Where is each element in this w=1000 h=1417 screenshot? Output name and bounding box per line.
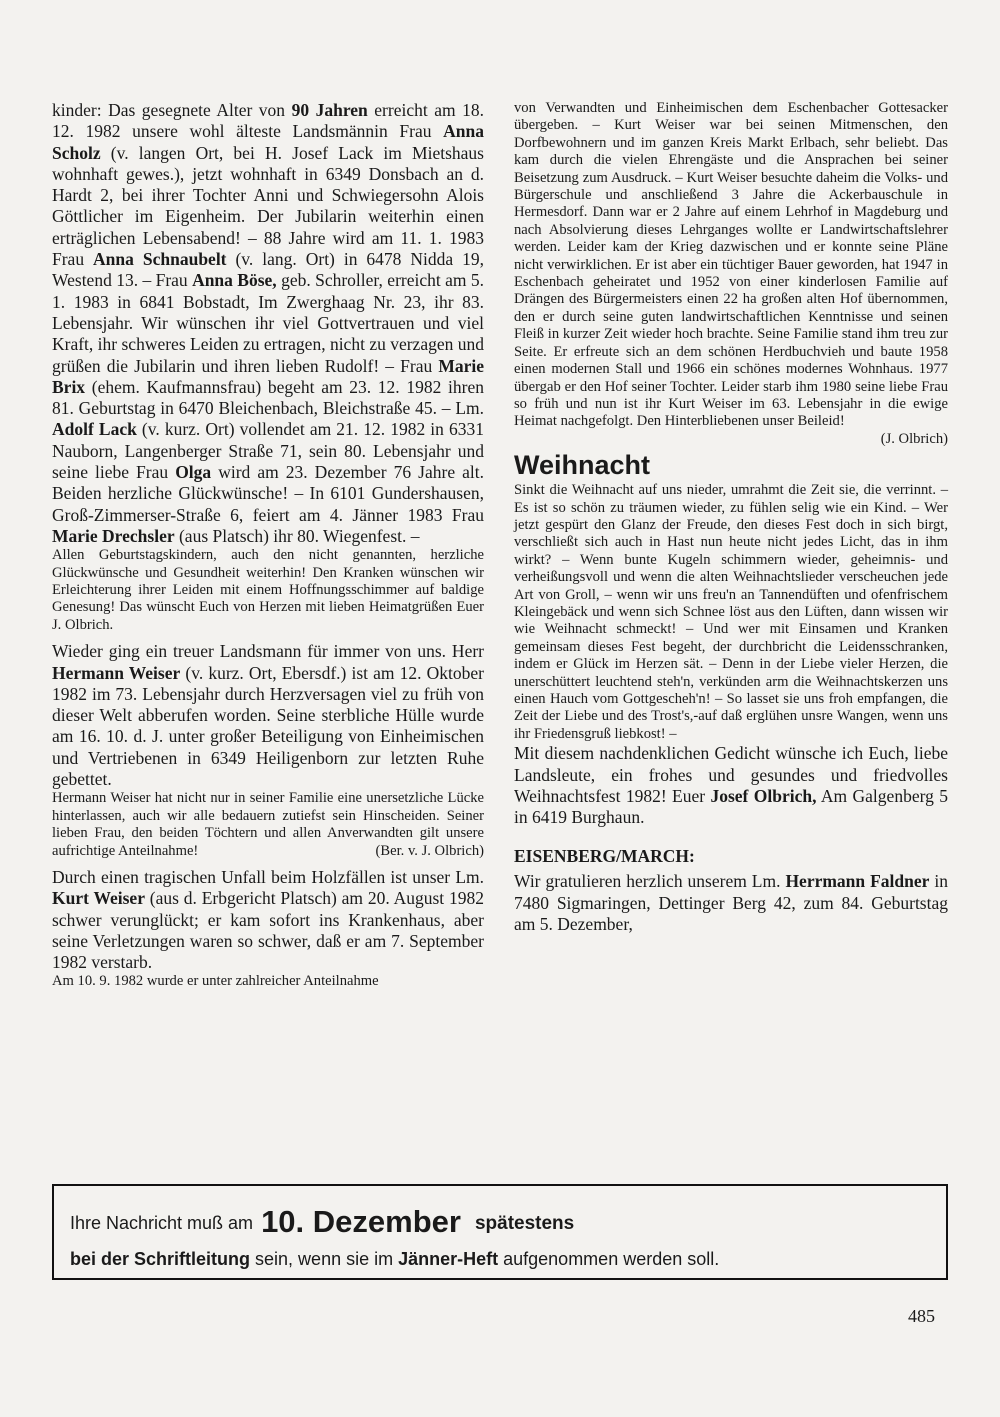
heading-eisenberg-march: EISENBERG/MARCH: bbox=[514, 846, 695, 867]
deadline-notice-box bbox=[52, 1184, 948, 1280]
heading-weihnacht: Weihnacht bbox=[514, 450, 651, 481]
kurt-weiser-continuation: von Verwandten und Einheimischen dem Eschenbacher Gottesacker übergeben. – Kurt Weiser war bei seinen Mitmenschen, den Dorfbewohnern und im ganzen Kreis Markt Erlbach, sehr beliebt. Das kam durch die vielen Ehrengäste und die Ansprachen bei seiner Beisetzung zum Ausdruck. – Kurt Weiser besuchte daheim die Volks- und Bürgerschule und anschließend 3 Jahre die Ackerbauschule in Hermesdorf. Dann war er 2 Jahre auf einem Lehrhof in Magdeburg und nach Absolvierung dieses Lehrganges wollte er Landwirtschaftslehrer werden. Leider kam der Krieg dazwischen und er konnte seine Pläne nicht verwirklichen. Er ist aber ein tüchtiger Bauer geworden, hat 1947 in Eschenbach geheiratet und 1952 von einer kinderlosen Familie auf Drängen des Bürgermeisters einen 22 ha großen alten Hof übernommen, den er durch seine guten landwirtschaftlichen Kenntnisse und seinen Fleiß in kurzer Zeit wieder hoch brachte. Seine Familie stand ihm treu zur Seite. Er erfreute sich an dem schönen Herdbuchvieh und baute 1958 einen modernen Stall und 1966 ein schönes modernes Wohnhaus. 1977 übergab er den Hof seiner Tochter. Leider starb ihm 1980 seine liebe Frau so früh und nun ist ihr Kurt Weiser im 63. Lebensjahr in die ewige Heimat nachgefolgt. Den Hinterbliebenen unser Beileid! bbox=[514, 100, 948, 430]
report-signature: (Ber. v. J. Olbrich) bbox=[375, 842, 484, 859]
left-column bbox=[52, 100, 484, 991]
condolence-paragraph: Hermann Weiser hat nicht nur in seiner Familie eine unersetzliche Lücke hinterlassen, auch wir alle bedauern zutiefst sein Hinscheiden. Seiner lieben Frau, den beiden Töchtern und allen Anverwandten gilt unsere aufrichtige Anteilnahme! (Ber. v. J. Olbrich) bbox=[52, 790, 484, 859]
deadline-date: 10. Dezember bbox=[261, 1204, 461, 1239]
notice-line-1: Ihre Nachricht muß am 10. Dezember spätestens bbox=[70, 1204, 575, 1239]
olbrich-signature: (J. Olbrich) bbox=[880, 430, 948, 447]
christmas-wishes: Mit diesem nachdenklichen Gedicht wünsche ich Euch, liebe Landsleute, ein frohes und gesundes und friedvolles Weihnachtsfest 1982! Euer Josef Olbrich, Am Galgenberg 5 in 6419 Burghaun. bbox=[514, 743, 948, 828]
obituary-hermann-weiser: Wieder ging ein treuer Landsmann für immer von uns. Herr Hermann Weiser (v. kurz. Ort, Ebersdf.) ist am 12. Oktober 1982 im 73. Lebensjahr durch Herzversagen viel zu früh von dieser Welt abberufen worden. Seine sterbliche Hülle wurde am 16. 10. d. J. unter großer Beteiligung von Einheimischen und Vertriebenen in 6349 Heiligenborn zur letzten Ruhe gebettet. bbox=[52, 641, 484, 790]
page-number: 485 bbox=[908, 1306, 935, 1326]
weihnacht-poem: Sinkt die Weihnacht auf uns nieder, umrahmt die Zeit sie, die verrinnt. – Es ist so schön zu träumen wieder, zu fühlen selig wie ein Kind. – Wer jetzt gespürt den Glanz der Freude, den dieses Fest doch in sich birgt, verschließt sich auch in Hast nun heute nicht jedes Licht, das in ihm wirkt? – Wenn bunte Kugeln schimmern wieder, geheimnis- und verheißungsvoll und wenn die alten Weihnachtslieder verscheuchen jede Art von Groll, – wenn wir uns freu'n an Tannendüften und ofenfrischem Kleingebäck und wenn sich Schnee löst aus den Lüften, dann wissen wir wie Weihnacht schmeckt! – Und wer mit Einsamen und Kranken gemeinsam dieses Fest begeht, der durchbricht die Leidensschranken, indem er Glück im Herzen sät. – Denn in der Liebe vieler Herzen, die unerschüttert leuchtend steh'n, verkünden arm die Weihnachtskerzen uns einen Hauch vom Gottgescheh'n! – So lasset sie uns froh empfangen, die Zeit der Liebe und des Trost's,-auf daß erglühen unsre Wangen, wenn uns ihr Friedensgruß liebkost! – bbox=[514, 482, 948, 742]
faldner-birthday: Wir gratulieren herzlich unserem Lm. Herrmann Faldner in 7480 Sigmaringen, Dettinger Berg 42, zum 84. Geburtstag am 5. Dezember, bbox=[514, 871, 948, 934]
notice-line-2: bei der Schriftleitung sein, wenn sie im Jänner-Heft aufgenommen werden soll. bbox=[70, 1249, 720, 1269]
greetings-paragraph: Allen Geburtstagskindern, auch den nicht genannten, herzliche Glückwünsche und Gesundheit weiterhin! Den Kranken wünschen wir Erleichterung ihrer Leiden mit einem Hoffnungsschimmer auf baldige Genesung! Das wünscht Euch von Herzen mit lieben Heimatgrüßen Euer J. Olbrich. bbox=[52, 547, 484, 633]
birthday-paragraph: kinder: Das gesegnete Alter von 90 Jahren erreicht am 18. 12. 1982 unsere wohl älteste Landsmännin Frau Anna Scholz (v. langen Ort, bei H. Josef Lack im Mietshaus wohnhaft gewes.), jetzt wohnhaft in 6349 Donsbach an d. Hardt 2, bei ihrer Tochter Anni und Schwiegersohn Alois Göttlicher im Eigenheim. Der Jubilarin weiterhin einen erträglichen Lebensabend! – 88 Jahre wird am 11. 1. 1983 Frau Anna Schnaubelt (v. lang. Ort) in 6478 Nidda 19, Westend 13. – Frau Anna Böse, geb. Schroller, erreicht am 5. 1. 1983 in 6841 Bobstadt, Im Zwerghaag Nr. 23, ihr 83. Lebensjahr. Wir wünschen ihr viel Gottvertrauen und viel Kraft, ihr schweres Leiden zu ertragen, nicht zu verzagen und grüßen die Jubilarin und ihren lieben Rudolf! – Frau Marie Brix (ehem. Kaufmannsfrau) begeht am 23. 12. 1982 ihren 81. Geburtstag in 6470 Bleichenbach, Bleichstraße 45. – Lm. Adolf Lack (v. kurz. Ort) vollendet am 21. 12. 1982 in 6331 Nauborn, Langenberger Straße 71, sein 80. Lebensjahr und seine liebe Frau Olga wird am 23. Dezember 76 Jahre alt. Beiden herzliche Glückwünsche! – In 6101 Gundershausen, Groß-Zimmerser-Straße 6, feiert am 4. Jänner 1983 Frau Marie Drechsler (aus Platsch) ihr 80. Wiegenfest. – bbox=[52, 100, 485, 546]
funeral-note: Am 10. 9. 1982 wurde er unter zahlreicher Anteilnahme bbox=[52, 973, 379, 990]
right-column bbox=[514, 100, 948, 935]
obituary-kurt-weiser: Durch einen tragischen Unfall beim Holzfällen ist unser Lm. Kurt Weiser (aus d. Erbgericht Platsch) am 20. August 1982 schwer verunglückt; er kam sofort ins Krankenhaus, aber seine Verletzungen waren so schwer, daß er am 7. September 1982 verstarb. bbox=[52, 866, 484, 973]
